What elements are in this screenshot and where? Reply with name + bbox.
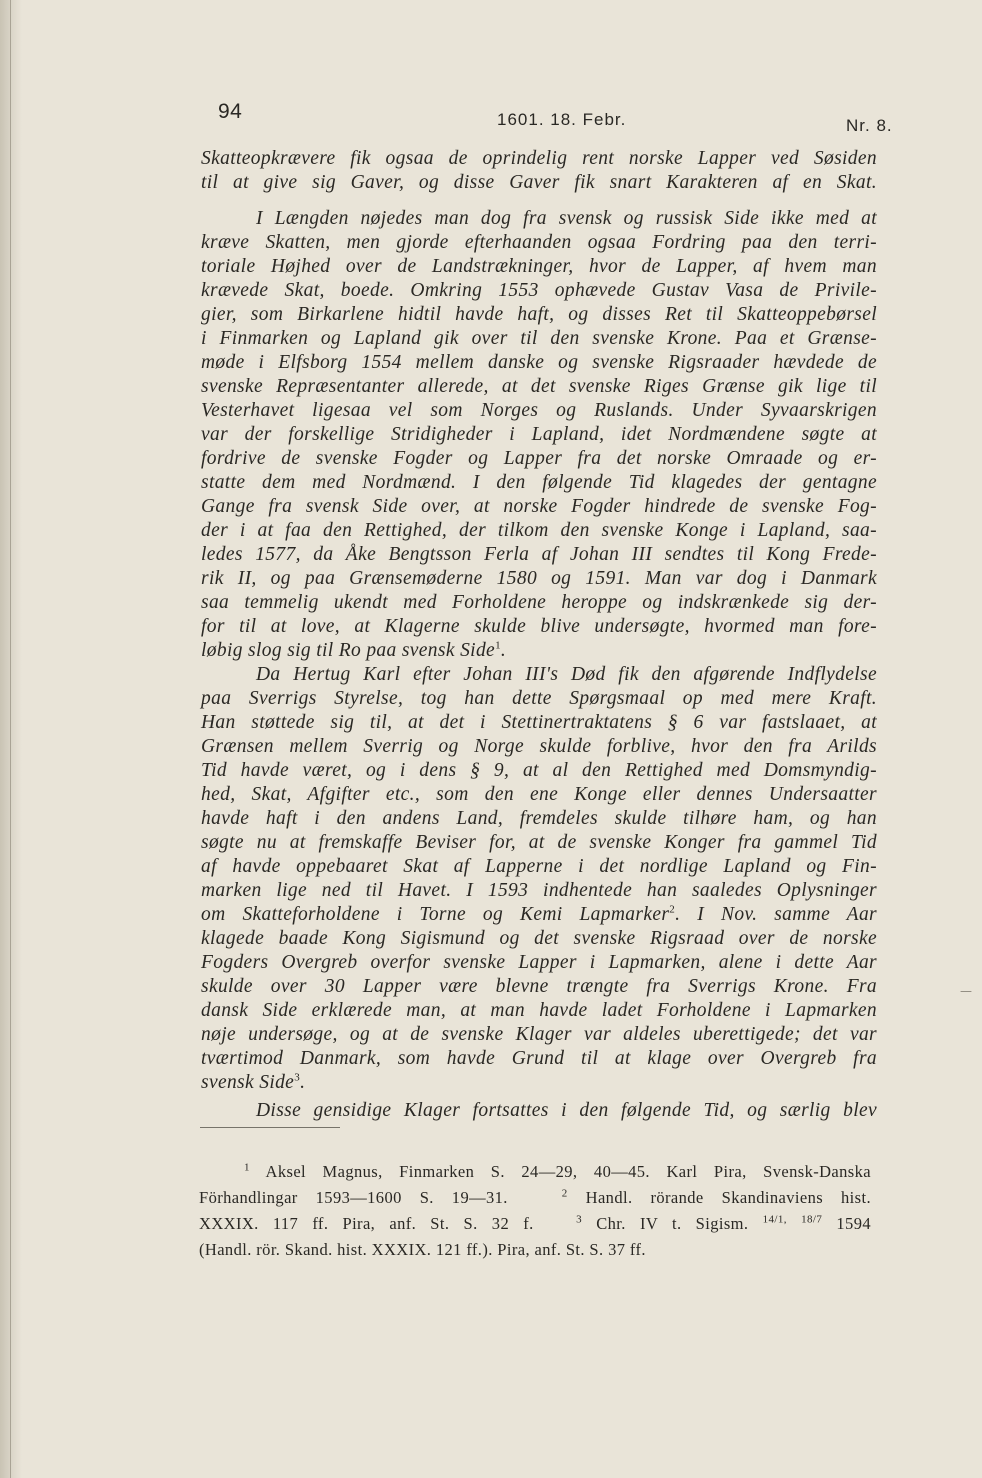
text-line: statte dem med Nordmænd. I den følgende Tid klagedes der gentagne [201,472,877,493]
text-line: kræve Skatten, men gjorde efterhaanden ogsaa Fordring paa den terri- [201,232,877,253]
text-line: Gange fra svensk Side over, at norske Fogder hindrede de svenske Fog- [201,496,877,517]
text-line: var der forskellige Stridigheder i Lapland, idet Nordmændene søgte at [201,424,877,445]
text-line-content: løbig slog sig til Ro paa svensk Side [201,640,496,661]
text-line: nøje undersøge, og at de svenske Klager var aldeles uberettigede; det var [201,1024,877,1045]
text-line: skulde over 30 Lapper være blevne trængte fra Sverrigs Krone. Fra [201,976,877,997]
text-line: Tid havde været, og i dens § 9, at al den Rettighed med Domsmyndig- [201,760,877,781]
footnote-ref-3: 3 [294,1071,301,1084]
text-line: for til at love, at Klagerne skulde blive undersøgte, hvormed man fore- [201,616,877,637]
text-line: Disse gensidige Klager fortsattes i den følgende Tid, og særlig blev [256,1100,877,1121]
text-line: ledes 1577, da Åke Bengtsson Ferla af Johan III sendtes til Kong Frede- [201,544,877,565]
text-line: møde i Elfsborg 1554 mellem danske og svenske Rigsraader hævdede de [201,352,877,373]
text-line: rik II, og paa Grænsemøderne 1580 og 1591. Man var dog i Danmark [201,568,877,589]
footnote-text: 1594 [836,1214,871,1233]
footnote-number-2: 2 [561,1187,568,1200]
footnote-line [199,1188,871,1208]
text-line: Grænsen mellem Sverrig og Norge skulde forblive, hvor den fra Arilds [201,736,877,757]
text-line: havde haft i den andens Land, fremdeles skulde tilhøre ham, og han [201,808,877,829]
text-line: Han støttede sig til, at det i Stettinertraktatens § 6 var fastslaaet, at [201,712,877,733]
footnote-number-3: 3 [576,1213,583,1226]
text-line: hed, Skat, Afgifter etc., som den ene Konge eller dennes Undersaatter [201,784,877,805]
text-line: klagede baade Kong Sigismund og det svenske Rigsraad over de norske [201,928,877,949]
footnote-text: XXXIX. 117 ff. Pira, anf. St. S. 32 f. [199,1214,534,1233]
footnote-line [199,1214,871,1234]
binding-line [10,0,11,1478]
footnote-text: Handl. rörande Skandinaviens hist. [585,1188,871,1207]
text-line: toriale Højhed over de Landstrækninger, hvor de Lapper, af hvem man [201,256,877,277]
margin-mark: — [960,984,972,998]
text-line [201,904,877,926]
page-number: 94 [218,100,243,123]
text-line: marken lige ned til Havet. I 1593 indhentede han saaledes Oplysninger [201,880,877,901]
text-line: til at give sig Gaver, og disse Gaver fik snart Karakteren af en Skat. [201,172,877,193]
text-line: dansk Side erklærede man, at man havde ladet Forholdene i Lapmarken [201,1000,877,1021]
text-line-content: om Skatteforholdene i Torne og Kemi Lapmarker [201,904,670,925]
footnote-ref-1: 1 [495,639,501,652]
page-edge-shadow [0,0,22,1478]
footnote-text: Aksel Magnus, Finmarken S. 24—29, 40—45. Karl Pira, Svensk-Danska [265,1162,871,1181]
text-line: saa temmelig ukendt med Forholdene heroppe og indskrænkede sig der- [201,592,877,613]
text-line: gier, som Birkarlene hidtil havde haft, og disses Ret til Skatteoppebørsel [201,304,877,325]
footnote-date-1: 14/1, [762,1213,787,1226]
text-line: søgte nu at fremskaffe Beviser for, at de svenske Konger fra gammel Tid [201,832,877,853]
footnote-text: Chr. IV t. Sigism. [596,1214,749,1233]
text-line: svenske Repræsentanter allerede, at det svenske Riges Grænse gik lige til [201,376,877,397]
footnote-line: (Handl. rör. Skand. hist. XXXIX. 121 ff.). Pira, anf. St. S. 37 ff. [199,1240,646,1259]
text-line: Da Hertug Karl efter Johan III's Død fik den afgørende Indflydelse [256,664,877,685]
text-line [201,1072,877,1094]
text-line: af havde oppebaaret Skat af Lapperne i det nordlige Lapland og Fin- [201,856,877,877]
footnote-number-1: 1 [244,1161,250,1174]
text-line: Skatteopkrævere fik ogsaa de oprindelig rent norske Lapper ved Søsiden [201,148,877,169]
text-line: krævede Skat, boede. Omkring 1553 ophævede Gustav Vasa de Privile- [201,280,877,301]
footnote-text: Förhandlingar 1593—1600 S. 19—31. [199,1188,508,1207]
footnote-date-2: 18/7 [801,1213,823,1226]
text-line: paa Sverrigs Styrelse, tog han dette Spørgsmaal op med mere Kraft. [201,688,877,709]
footnote-line [244,1162,871,1182]
text-line: Fogders Overgreb overfor svenske Lapper i Lapmarken, alene i dette Aar [201,952,877,973]
text-line: I Længden nøjedes man dog fra svensk og russisk Side ikke med at [256,208,877,229]
text-line: i Finmarken og Lapland gik over til den svenske Krone. Paa et Grænse- [201,328,877,349]
text-line: tværtimod Danmark, som havde Grund til at klage over Overgreb fra [201,1048,877,1069]
document-number: Nr. 8. [846,116,893,135]
text-line-content: svensk Side [201,1072,295,1093]
text-line-continuation: . I Nov. samme Aar [675,904,877,925]
running-head-date: 1601. 18. Febr. [497,110,627,129]
footnote-ref-1-punct: . [500,640,507,661]
text-line [201,640,877,662]
footnote-ref-2: 2 [669,903,676,916]
text-line: fordrive de svenske Fogder og Lapper fra det norske Omraade og er- [201,448,877,469]
footnote-ref-3-punct: . [300,1072,306,1093]
text-line: der i at faa den Rettighed, der tilkom den svenske Konge i Lapland, saa- [201,520,877,541]
footnote-divider [200,1127,340,1128]
text-line: Vesterhavet ligesaa vel som Norges og Ruslands. Under Syvaarskrigen [201,400,877,421]
